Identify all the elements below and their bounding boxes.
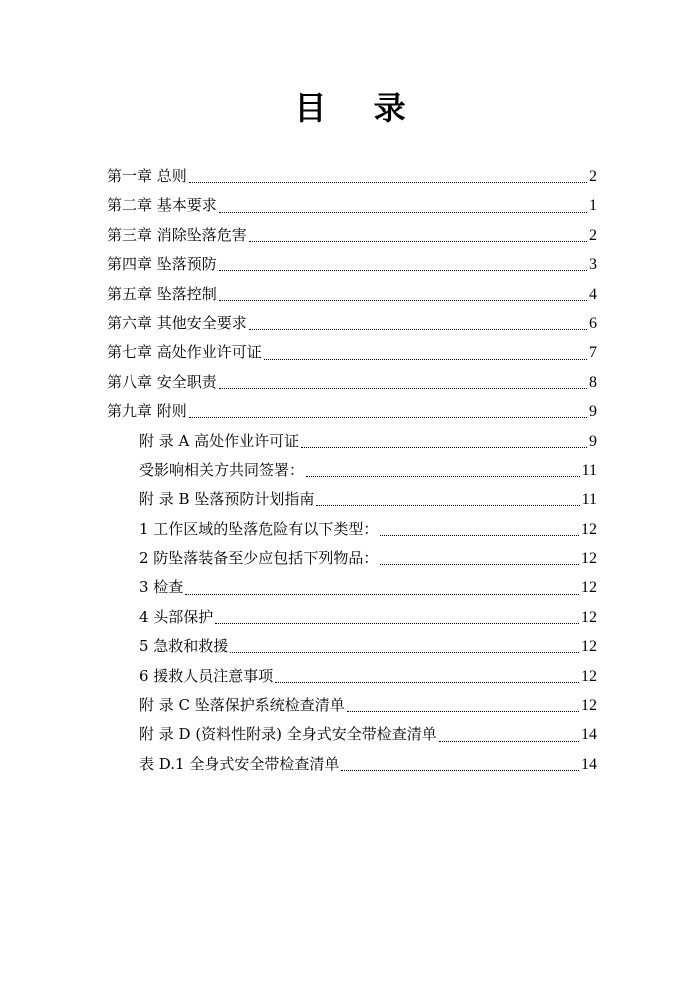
toc-leader-dots xyxy=(380,535,579,536)
toc-entry-page-number: 2 xyxy=(589,168,597,185)
toc-entry-label: 第八章 安全职责 xyxy=(107,372,217,391)
toc-leader-dots xyxy=(316,505,579,506)
toc-entry-page-number: 12 xyxy=(581,667,597,685)
toc-entry-label: 附 录 A 高处作业许可证 xyxy=(139,431,300,450)
toc-entry[interactable] xyxy=(107,456,597,485)
toc-leader-dots xyxy=(189,182,587,183)
toc-leader-dots xyxy=(301,447,587,448)
toc-entry-label: 2 防坠落装备至少应包括下列物品： xyxy=(139,549,379,568)
toc-entry-page-number: 11 xyxy=(581,461,597,479)
toc-leader-dots xyxy=(249,241,587,242)
toc-leader-dots xyxy=(249,329,587,330)
toc-entry[interactable] xyxy=(107,544,597,573)
toc-entry-page-number: 9 xyxy=(589,432,597,450)
toc-entry[interactable] xyxy=(107,603,597,632)
toc-leader-dots xyxy=(215,623,579,624)
toc-entry-label: 第三章 消除坠落危害 xyxy=(107,225,247,244)
toc-entry[interactable] xyxy=(107,397,597,426)
toc-entry[interactable] xyxy=(107,573,597,602)
toc-leader-dots xyxy=(219,388,587,389)
toc-leader-dots xyxy=(264,359,587,360)
toc-entry-page-number: 12 xyxy=(581,638,597,656)
toc-leader-dots xyxy=(219,270,587,271)
toc-entry[interactable] xyxy=(107,338,597,367)
toc-entry[interactable] xyxy=(107,309,597,338)
toc-entry-page-number: 9 xyxy=(589,403,597,421)
table-of-contents xyxy=(107,162,597,779)
toc-entry[interactable] xyxy=(107,221,597,250)
toc-leader-dots xyxy=(306,476,580,477)
toc-leader-dots xyxy=(230,652,579,653)
toc-entry-page-number: 4 xyxy=(589,285,597,303)
toc-entry[interactable] xyxy=(107,485,597,514)
toc-entry[interactable] xyxy=(107,632,597,661)
toc-entry-label: 第二章 基本要求 xyxy=(107,196,217,215)
toc-entry-page-number: 2 xyxy=(589,226,597,244)
toc-entry-label: 附 录 D (资料性附录) 全身式安全带检查清单 xyxy=(139,725,437,744)
toc-entry-page-number: 12 xyxy=(581,579,597,597)
toc-entry-page-number: 3 xyxy=(589,256,597,274)
toc-entry-page-number: 14 xyxy=(581,726,597,744)
toc-entry-label: 第一章 总则 xyxy=(107,167,187,185)
toc-leader-dots xyxy=(189,417,587,418)
toc-entry-label: 6 援救人员注意事项 xyxy=(139,666,274,685)
toc-entry[interactable] xyxy=(107,691,597,720)
toc-entry-label: 4 头部保护 xyxy=(139,607,214,626)
toc-entry[interactable] xyxy=(107,662,597,691)
toc-leader-dots xyxy=(219,300,587,301)
toc-leader-dots xyxy=(219,212,587,213)
toc-entry-page-number: 12 xyxy=(581,697,597,715)
page-title: 目 录 xyxy=(294,89,424,127)
toc-entry-label: 1 工作区域的坠落危险有以下类型： xyxy=(139,519,379,538)
toc-entry-page-number: 1 xyxy=(589,197,597,215)
toc-leader-dots xyxy=(380,564,579,565)
toc-entry-label: 第九章 附则 xyxy=(107,402,187,421)
toc-leader-dots xyxy=(341,770,579,771)
toc-entry-page-number: 12 xyxy=(581,608,597,626)
toc-entry-page-number: 14 xyxy=(581,755,597,773)
toc-leader-dots xyxy=(275,682,579,683)
toc-entry-label: 附 录 B 坠落预防计划指南 xyxy=(139,490,315,509)
toc-entry[interactable] xyxy=(107,720,597,749)
toc-entry-label: 第五章 坠落控制 xyxy=(107,284,217,303)
toc-entry-page-number: 6 xyxy=(589,314,597,332)
toc-entry-label: 第七章 高处作业许可证 xyxy=(107,343,262,362)
toc-leader-dots xyxy=(347,711,579,712)
toc-entry-page-number: 12 xyxy=(581,520,597,538)
toc-entry[interactable] xyxy=(107,427,597,456)
toc-entry[interactable] xyxy=(107,162,597,191)
toc-entry-label: 第六章 其他安全要求 xyxy=(107,313,247,332)
toc-leader-dots xyxy=(185,594,579,595)
toc-entry[interactable] xyxy=(107,368,597,397)
toc-entry-page-number: 8 xyxy=(589,373,597,391)
toc-entry-label: 5 急救和救援 xyxy=(139,637,229,656)
toc-entry[interactable] xyxy=(107,750,597,779)
toc-entry-label: 附 录 C 坠落保护系统检查清单 xyxy=(139,696,345,715)
toc-entry-page-number: 12 xyxy=(581,550,597,568)
toc-entry-page-number: 7 xyxy=(589,344,597,362)
toc-entry-label: 表 D.1 全身式安全带检查清单 xyxy=(139,754,340,773)
toc-entry-label: 第四章 坠落预防 xyxy=(107,255,217,274)
toc-entry-label: 受影响相关方共同签署： xyxy=(139,460,305,479)
toc-entry-page-number: 11 xyxy=(581,491,597,509)
toc-entry[interactable] xyxy=(107,280,597,309)
toc-leader-dots xyxy=(439,741,579,742)
toc-entry[interactable] xyxy=(107,191,597,220)
toc-entry[interactable] xyxy=(107,515,597,544)
toc-entry[interactable] xyxy=(107,250,597,279)
toc-entry-label: 3 检查 xyxy=(139,578,184,597)
